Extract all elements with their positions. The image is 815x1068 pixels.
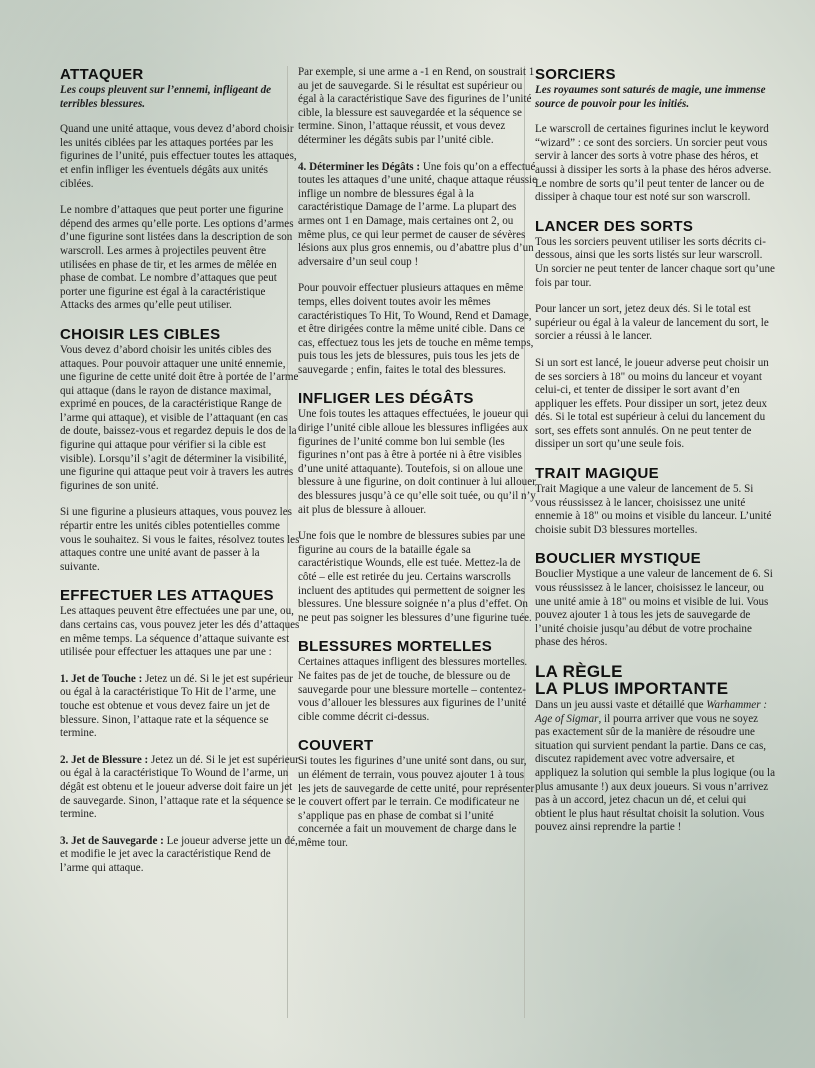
step-label: 4. Déterminer les Dégâts :: [298, 160, 421, 173]
step-text: Une fois qu’on a effectué toutes les attaques d’une unité, chaque attaque réussie inflige un nombre de blessures égal à la caractéristique Damage de l’arme. La plupart des armes ont 1 en Damage, mais certaines ont 2, ou même plus, ce qui leur permet de causer de sévères lésions aux plus gros ennemis, ou d’abattre plus d’un adversaire d’un seul coup !: [298, 160, 538, 268]
section-title-bouclier-mystique: BOUCLIER MYSTIQUE: [535, 550, 701, 568]
section-subtitle: Les coups pleuvent sur l’ennemi, infligeant de terribles blessures.: [60, 84, 272, 110]
section-title-sorciers: SORCIERS: [535, 66, 616, 83]
paragraph: Les attaques peuvent être effectuées une par une, ou, dans certains cas, vous pouvez jeter les dés d’attaques en même temps. La séquence d’attaque suivante est utilisée pour effectuer les attaques une par une :: [60, 605, 300, 659]
title-line: LA PLUS IMPORTANTE: [535, 679, 729, 698]
paragraph: Une fois toutes les attaques effectuées, le joueur qui dirige l’unité cible alloue les blessures infligées aux figurines de l’unité comme bon lui semble (les figurines n’ont pas à être à portée ni à être visibles d’une unité attaquante). Toutefois, si on alloue une blessure à une figurine, on doit continuer à lui allouer des blessures jusqu’à ce qu’elle soit tuée, ou qu’il n’y ait plus de blessure à allouer.: [298, 408, 536, 516]
paragraph: Bouclier Mystique a une valeur de lancement de 6. Si vous réussissez à le lancer, choisissez le lanceur, ou une unité amie à 18" ou moins et visible de lui. Vous pouvez ajouter 1 à tous les jets de sauvegarde de l’unité choisie jusqu’au début de votre prochaine phase des héros.: [535, 568, 773, 649]
title-line: LA RÈGLE: [535, 662, 623, 681]
paragraph: Tous les sorciers peuvent utiliser les sorts décrits ci-dessous, ainsi que les sorts listés sur leur warscroll. Un sorcier ne peut tenter de lancer chaque sort qu’une fois par tour.: [535, 235, 775, 289]
section-title-couvert: COUVERT: [298, 737, 374, 755]
column-middle: [298, 66, 538, 864]
paragraph: Quand une unité attaque, vous devez d’abord choisir les unités ciblées par les attaques portées par les figurines de l’unité, puis effectuer toutes les attaques, et enfin infliger les éventuels dégâts aux unités ciblées.: [60, 123, 297, 190]
section-subtitle: Les royaumes sont saturés de magie, une immense source de pouvoir pour les initiés.: [535, 84, 766, 110]
paragraph: Le nombre d’attaques que peut porter une figurine dépend des armes qu’elle porte. Les options d’armes d’une figurine sont listées dans la description de son warscroll. Les armes à projectiles peuvent être utilisées en phase de tir, et les armes de mêlée en phase de combat. Le nombre d’attaques que peut porter une figurine est égal à la caractéristique Attacks des armes qu’elle peut utiliser.: [60, 204, 294, 312]
section-title-infliger-les-degats: INFLIGER LES DÉGÂTS: [298, 390, 474, 408]
paragraph: Certaines attaques infligent des blessures mortelles. Ne faites pas de jet de touche, de blessure ou de sauvegarde pour une blessure mortelle – contentez-vous d’allouer les blessures aux figurines de l’unité cible comme décrit ci-dessus.: [298, 656, 528, 723]
step-paragraph: [298, 161, 538, 270]
step-label: 1. Jet de Touche :: [60, 672, 143, 685]
section-title-blessures-mortelles: BLESSURES MORTELLES: [298, 638, 493, 656]
paragraph: Vous devez d’abord choisir les unités cibles des attaques. Pour pouvoir attaquer une unité ennemie, une figurine de cette unité doit être à portée de l’arme qui attaque (dans le rayon de distance maximal, exprimé en pouces, de la caractéristique Range de l’arme qui attaque), et visible de l’attaquant (en cas de doute, baissez-vous et regardez depuis le dos de la figurine qui attaque pour vérifier si la cible est visible). Lorsqu’il s’agit de déterminer la visibilité, une figurine qui attaque peut voir à travers les autres figurines de son unité.: [60, 343, 299, 492]
section-title-lancer-des-sorts: LANCER DES SORTS: [535, 217, 694, 235]
paragraph: Si toutes les figurines d’une unité sont dans, ou sur, un élément de terrain, vous pouvez ajouter 1 à tous les jets de sauvegarde de cette unité, pour représenter le couvert offert par le terrain. Ce modificateur ne s’applique pas en phase de combat si l’unité concernée a fait un mouvement de charge dans le même tour.: [298, 755, 535, 849]
section-title-attaquer: ATTAQUER: [60, 66, 144, 83]
column-left: [60, 66, 300, 889]
paragraph: Le warscroll de certaines figurines inclut le keyword “wizard” : ce sont des sorciers. Un sorcier peut vous servir à lancer des sorts à votre phase des héros, et aussi à dissiper les sorts à la phase des héros adverse. Le nombre de sorts qu’il peut tenter de lancer ou de dissiper à chaque tour est noté sur son warscroll.: [535, 123, 772, 204]
section-title-trait-magique: TRAIT MAGIQUE: [535, 465, 659, 483]
step-text: Le joueur adverse jette un dé, et modifie le jet avec la caractéristique Rend de l’arme qui attaque.: [60, 834, 298, 874]
paragraph: Par exemple, si une arme a -1 en Rend, on soustrait 1 au jet de sauvegarde. Si le résultat est supérieur ou égal à la caractéristique Save des figurines de l’unité cible, la blessure est sauvegardée et la séquence se termine. Sinon, l’attaque réussit, et vous devez déterminer les dégâts subis par l’unité cible.: [298, 66, 535, 146]
section-title-la-regle: [535, 663, 775, 697]
paragraph: Pour pouvoir effectuer plusieurs attaques en même temps, elles doivent toutes avoir les mêmes caractéristiques To Hit, To Wound, Rend et Damage, et être dirigées contre la même unité cible. Dans ce cas, effectuez tous les jets de touche en même temps, puis tous les jets de blessures, puis tous les jets de sauvegarde ; enfin, faites le total des blessures.: [298, 282, 534, 376]
step-text: Jetez un dé. Si le jet est supérieur ou égal à la caractéristique To Wound de l’arme, un dégât est obtenu et le joueur adverse doit faire un jet de sauvegarde. Sinon, l’attaque rate et la séquence se termine.: [60, 753, 299, 821]
step-text: Jetez un dé. Si le jet est supérieur ou égal à la caractéristique To Hit de l’arme, une touche est obtenue et vous devez faire un jet de blessure. Sinon, l’attaque rate et la séquence se termine.: [60, 672, 293, 740]
step-paragraph: [60, 673, 300, 741]
column-right: [535, 66, 775, 848]
text: , il pourra arriver que vous ne soyez pas exactement sûr de la manière de résoudre une situation qui survient pendant la partie. Dans ce cas, discutez rapidement avec votre adversaire, et appliquez la solution qui semble la plus logique (ou la plus amusante !) aux deux joueurs. Si vous n’arrivez pas à un accord, jetez chacun un dé, et celui qui obtient le plus haut résultat choisit la solution. Vous pouvez ainsi reprendre la partie !: [535, 712, 776, 834]
section-title-effectuer-les-attaques: EFFECTUER LES ATTAQUES: [60, 587, 274, 605]
step-paragraph: [60, 835, 300, 876]
step-label: 3. Jet de Sauvegarde :: [60, 834, 164, 847]
paragraph: [535, 699, 775, 835]
paragraph: Trait Magique a une valeur de lancement de 5. Si vous réussissez à le lancer, choisissez une unité ennemie à 18" ou moins et visible du lanceur. L’unité choisie subit D3 blessures mortelles.: [535, 483, 772, 536]
paragraph: Si une figurine a plusieurs attaques, vous pouvez les répartir entre les unités cibles potentielles comme vous le souhaitez. Si vous le faites, résolvez toutes les attaques contre une unité avant de passer à la suivante.: [60, 506, 300, 573]
game-name: Warhammer : Age of Sigmar: [535, 699, 768, 725]
paragraph: Si un sort est lancé, le joueur adverse peut choisir un de ses sorciers à 18" ou moins du lanceur et voyant celui-ci, et tenter de dissiper le sort avant d’en appliquer les effets. Pour dissiper un sort, jetez deux dés. Si le total est supérieur à celui du lancement du sort, ses effets sont annulés. On ne peut tenter de dissiper un sort qu’une seule fois.: [535, 356, 769, 451]
section-title-choisir-les-cibles: CHOISIR LES CIBLES: [60, 325, 221, 343]
paragraph: Pour lancer un sort, jetez deux dés. Si le total est supérieur ou égal à la valeur de lancement du sort, le sorcier a réussi à le lancer.: [535, 303, 769, 343]
text: Dans un jeu aussi vaste et détaillé que: [535, 699, 707, 711]
paragraph: Une fois que le nombre de blessures subies par une figurine au cours de la bataille égale sa caractéristique Wounds, elle est tuée. Mettez-la de côté – elle est retirée du jeu. Certains warscrolls incluent des aptitudes qui permettent de soigner les blessures. Une blessure soignée n’a plus d’effet. On ne peut pas soigner les blessures d’une figurine tuée.: [298, 530, 532, 624]
step-label: 2. Jet de Blessure :: [60, 753, 149, 766]
step-paragraph: [60, 754, 300, 822]
